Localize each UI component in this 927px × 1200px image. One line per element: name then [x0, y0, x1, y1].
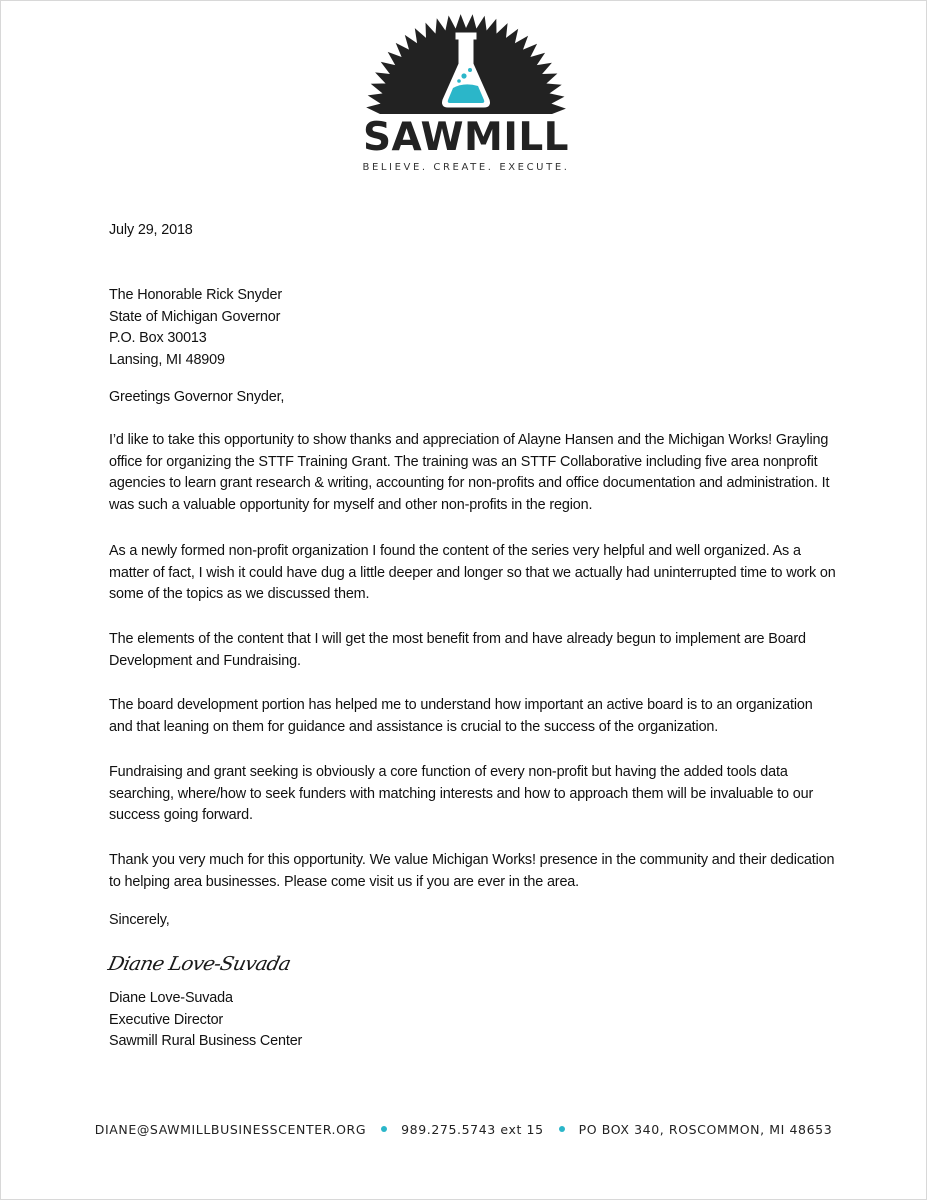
paragraph-line: Development and Fundraising.: [109, 652, 301, 669]
paragraph-line: office for organizing the STTF Training Grant. The training was an STTF Collaborative including five area nonprofit: [109, 453, 818, 470]
logo-tagline: BELIEVE. CREATE. EXECUTE.: [362, 162, 570, 173]
handwritten-signature: Diane Love-Suvada: [106, 952, 293, 975]
recipient-line: The Honorable Rick Snyder: [109, 287, 283, 303]
paragraph-line: The elements of the content that I will get the most benefit from and have already begun to implement are Board: [109, 631, 806, 647]
signer-organization: Sawmill Rural Business Center: [109, 1033, 303, 1049]
body-paragraph-2: [109, 541, 836, 606]
paragraph-line: was such a valuable opportunity for myself and other non-profits in the region.: [109, 496, 593, 513]
logo-wordmark: SAWMILL: [362, 115, 570, 160]
paragraph-line: and that leaning on them for guidance and assistance is crucial to the success of the organization.: [109, 718, 719, 735]
footer-address: PO BOX 340, ROSCOMMON, MI 48653: [578, 1122, 833, 1137]
body-paragraph-5: [109, 762, 829, 827]
paragraph-line: matter of fact, I wish it could have dug a little deeper and longer so that we actually had uninterrupted time to work on: [109, 564, 836, 581]
body-paragraph-3: [109, 629, 829, 672]
signer-name: Diane Love-Suvada: [109, 990, 233, 1006]
body-paragraph-6: [109, 850, 835, 893]
footer-email: DIANE@SAWMILLBUSINESSCENTER.ORG: [94, 1122, 367, 1137]
letter-date: July 29, 2018: [109, 222, 193, 238]
paragraph-line: success going forward.: [109, 807, 253, 823]
paragraph-line: some of the topics as we discussed them.: [109, 586, 370, 602]
paragraph-line: As a newly formed non-profit organization I found the content of the series very helpful and well organized. As a: [109, 543, 801, 559]
recipient-address: [109, 285, 829, 371]
paragraph-line: I’d like to take this opportunity to show thanks and appreciation of Alayne Hansen and the Michigan Works! Grayling: [109, 432, 829, 448]
sawmill-logo: [360, 14, 572, 174]
bullet-dot-icon: [381, 1126, 387, 1132]
signer-title: Executive Director: [109, 1011, 224, 1028]
recipient-line: P.O. Box 30013: [109, 330, 207, 346]
paragraph-line: Fundraising and grant seeking is obviously a core function of every non-profit but having the added tools data: [109, 764, 788, 780]
recipient-line: State of Michigan Governor: [109, 308, 281, 325]
bullet-dot-icon: [559, 1126, 565, 1132]
recipient-line: Lansing, MI 48909: [109, 351, 225, 368]
footer-contact: [0, 1122, 927, 1137]
paragraph-line: to helping area businesses. Please come visit us if you are ever in the area.: [109, 873, 580, 890]
paragraph-line: Thank you very much for this opportunity. We value Michigan Works! presence in the community and their dedication: [109, 852, 835, 868]
signer-block: [109, 988, 829, 1053]
saw-blade-flask-icon: [360, 14, 572, 118]
body-paragraph-1: [109, 430, 829, 516]
paragraph-line: agencies to learn grant research & writing, accounting for non-profits and office documentation and administration. It: [109, 475, 830, 491]
paragraph-line: searching, where/how to seek funders with matching interests and how to approach them will be invaluable to our: [109, 785, 814, 802]
greeting: Greetings Governor Snyder,: [109, 389, 285, 405]
body-paragraph-4: [109, 695, 829, 738]
footer-phone: 989.275.5743 ext 15: [401, 1122, 544, 1137]
closing: Sincerely,: [109, 912, 170, 928]
paragraph-line: The board development portion has helped me to understand how important an active board is to an organization: [109, 697, 813, 713]
